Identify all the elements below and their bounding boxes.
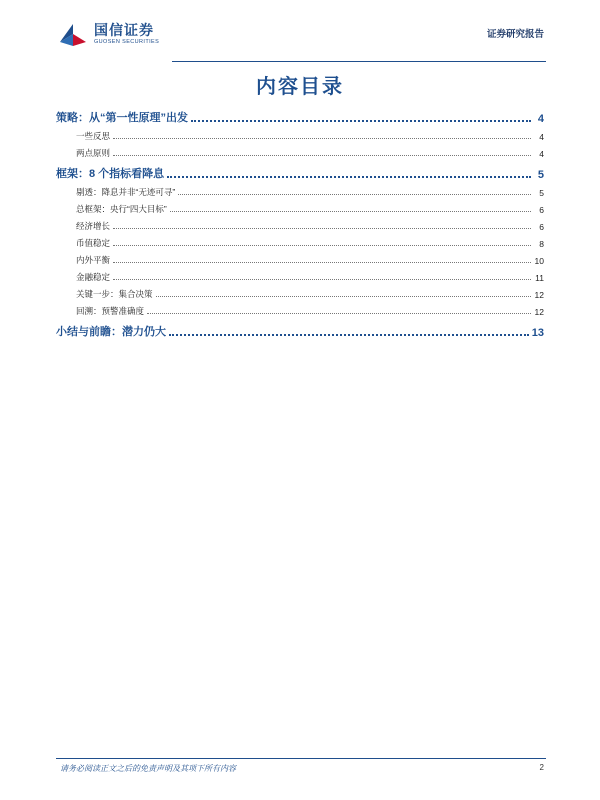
- toc-subsection-entry[interactable]: [56, 217, 544, 232]
- toc-entry-title: 小结与前瞻：潜力仍大: [56, 326, 166, 338]
- toc-subsection-entry[interactable]: [56, 268, 544, 283]
- dot-leader: [191, 119, 531, 122]
- toc-entry-title: 关键一步：集合决策: [76, 289, 153, 299]
- toc-entry-page: 12: [534, 290, 544, 300]
- toc-entry-title: 两点原则: [76, 148, 111, 158]
- dot-leader: [113, 244, 531, 246]
- toc-entry-page: 6: [539, 205, 544, 215]
- toc-entry-page: 13: [531, 327, 544, 339]
- toc-entry-title: 一些反思: [76, 131, 111, 141]
- dot-leader: [113, 227, 531, 229]
- dot-leader: [113, 261, 531, 263]
- guosen-logo-icon: [58, 20, 88, 50]
- dot-leader: [178, 193, 531, 195]
- toc-entry-title: 总框架：央行“四大目标”: [76, 204, 167, 214]
- dot-leader: [113, 278, 531, 280]
- toc-entry-title: 内外平衡: [76, 255, 111, 265]
- toc-entry-title: 策略：从“第一性原理”出发: [56, 112, 188, 124]
- footer-divider: [56, 758, 546, 759]
- dot-leader: [167, 175, 531, 178]
- page-number: 2: [539, 763, 544, 772]
- toc-entry-page: 12: [534, 307, 544, 317]
- toc-section-entry[interactable]: [56, 106, 544, 125]
- footer-disclaimer: 请务必阅读正文之后的免责声明及其项下所有内容: [60, 764, 236, 773]
- toc-section-entry[interactable]: [56, 162, 544, 181]
- toc-entry-page: 4: [537, 113, 544, 125]
- toc-subsection-entry[interactable]: [56, 234, 544, 249]
- table-of-contents: [56, 103, 544, 339]
- toc-entry-page: 5: [537, 169, 544, 181]
- logo-chinese-name: 国信证券: [94, 22, 154, 38]
- page-header: [0, 18, 600, 48]
- toc-entry-page: 10: [534, 256, 544, 266]
- dot-leader: [147, 312, 531, 314]
- toc-subsection-entry[interactable]: [56, 302, 544, 317]
- toc-entry-title: 经济增长: [76, 221, 111, 231]
- header-divider: [172, 61, 546, 62]
- toc-subsection-entry[interactable]: [56, 251, 544, 266]
- toc-subsection-entry[interactable]: [56, 127, 544, 142]
- logo-english-name: GUOSEN SECURITIES: [94, 39, 160, 45]
- company-logo: [58, 20, 208, 50]
- toc-subsection-entry[interactable]: [56, 183, 544, 198]
- toc-subsection-entry[interactable]: [56, 200, 544, 215]
- dot-leader: [113, 137, 531, 139]
- toc-entry-page: 11: [535, 273, 544, 283]
- toc-entry-title: 框架：8 个指标看降息: [56, 168, 165, 180]
- toc-subsection-entry[interactable]: [56, 285, 544, 300]
- toc-entry-title: 金融稳定: [76, 272, 111, 282]
- toc-entry-page: 6: [539, 222, 544, 232]
- toc-title: 内容目录: [256, 76, 344, 98]
- toc-entry-title: 回溯：预警准确度: [76, 306, 145, 316]
- dot-leader: [156, 295, 531, 297]
- dot-leader: [169, 333, 529, 336]
- dot-leader: [170, 210, 531, 212]
- toc-entry-title: 剔透：降息并非“无迹可寻”: [76, 187, 176, 197]
- toc-entry-page: 8: [539, 239, 544, 249]
- toc-entry-page: 5: [539, 188, 544, 198]
- toc-entry-page: 4: [539, 132, 544, 142]
- report-type-label: 证券研究报告: [486, 29, 544, 40]
- toc-section-entry[interactable]: [56, 320, 544, 339]
- toc-subsection-entry[interactable]: [56, 144, 544, 159]
- toc-entry-page: 4: [539, 149, 544, 159]
- dot-leader: [113, 154, 531, 156]
- toc-entry-title: 币值稳定: [76, 238, 111, 248]
